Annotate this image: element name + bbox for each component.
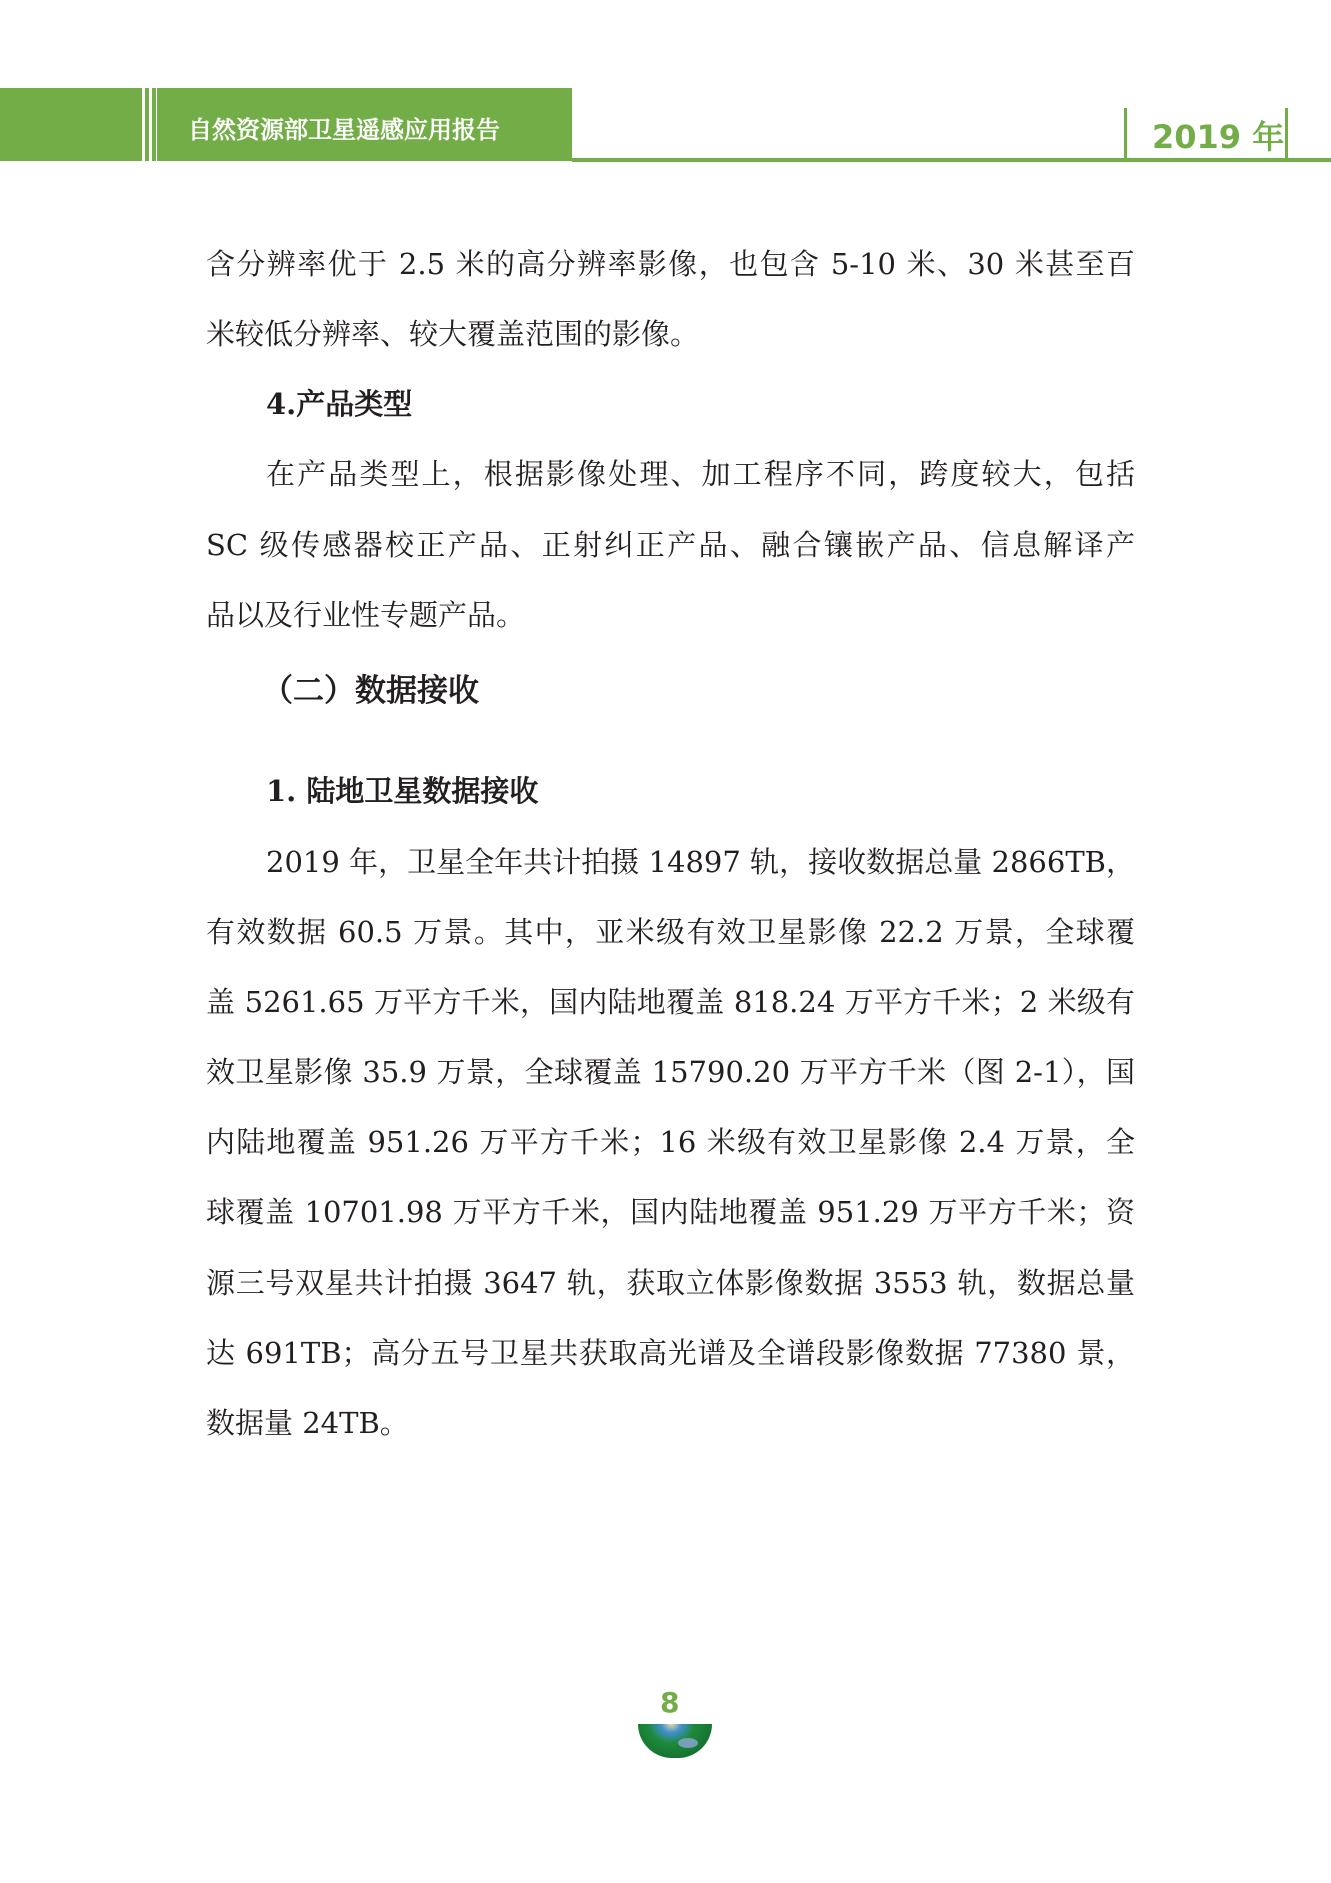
chapter-heading: （二）数据接收 (262, 673, 479, 709)
paragraph-line: 源三号双星共计拍摄 3647 轨，获取立体影像数据 3553 轨，数据总量 (206, 1266, 1135, 1300)
paragraph-line: 盖 5261.65 万平方千米，国内陆地覆盖 818.24 万平方千米；2 米级有 (206, 985, 1135, 1019)
header-divider (145, 88, 149, 161)
header-rule (572, 158, 1331, 162)
paragraph-line: 含分辨率优于 2.5 米的高分辨率影像，也包含 5-10 米、30 米甚至百 (206, 247, 1135, 281)
page-number: 8 (660, 1686, 680, 1719)
globe-icon (638, 1724, 712, 1758)
report-title: 自然资源部卫星遥感应用报告 (188, 116, 500, 144)
paragraph-line: 达 691TB；高分五号卫星共获取高光谱及全谱段影像数据 77380 景， (206, 1336, 1135, 1370)
paragraph-line: SC 级传感器校正产品、正射纠正产品、融合镶嵌产品、信息解译产 (206, 528, 1135, 562)
paragraph-line: 2019 年，卫星全年共计拍摄 14897 轨，接收数据总量 2866TB， (266, 845, 1135, 879)
header-divider (152, 88, 156, 161)
paragraph-line: 有效数据 60.5 万景。其中，亚米级有效卫星影像 22.2 万景，全球覆 (206, 915, 1135, 949)
year-divider (1124, 108, 1127, 160)
header-bar-left (0, 88, 142, 161)
paragraph-line: 球覆盖 10701.98 万平方千米，国内陆地覆盖 951.29 万平方千米；资 (206, 1195, 1135, 1229)
paragraph-line: 在产品类型上，根据影像处理、加工程序不同，跨度较大，包括 (266, 457, 1135, 491)
paragraph-line: 米较低分辨率、较大覆盖范围的影像。 (206, 317, 700, 351)
report-year: 2019 年 (1152, 118, 1285, 156)
paragraph-line: 内陆地覆盖 951.26 万平方千米；16 米级有效卫星影像 2.4 万景，全 (206, 1125, 1135, 1159)
paragraph-line: 效卫星影像 35.9 万景，全球覆盖 15790.20 万平方千米（图 2-1），国 (206, 1055, 1135, 1089)
paragraph-line: 数据量 24TB。 (206, 1406, 409, 1440)
year-divider (1285, 108, 1288, 160)
section-heading: 4.产品类型 (266, 387, 413, 421)
paragraph-line: 品以及行业性专题产品。 (206, 598, 526, 632)
section-heading: 1. 陆地卫星数据接收 (266, 774, 539, 808)
